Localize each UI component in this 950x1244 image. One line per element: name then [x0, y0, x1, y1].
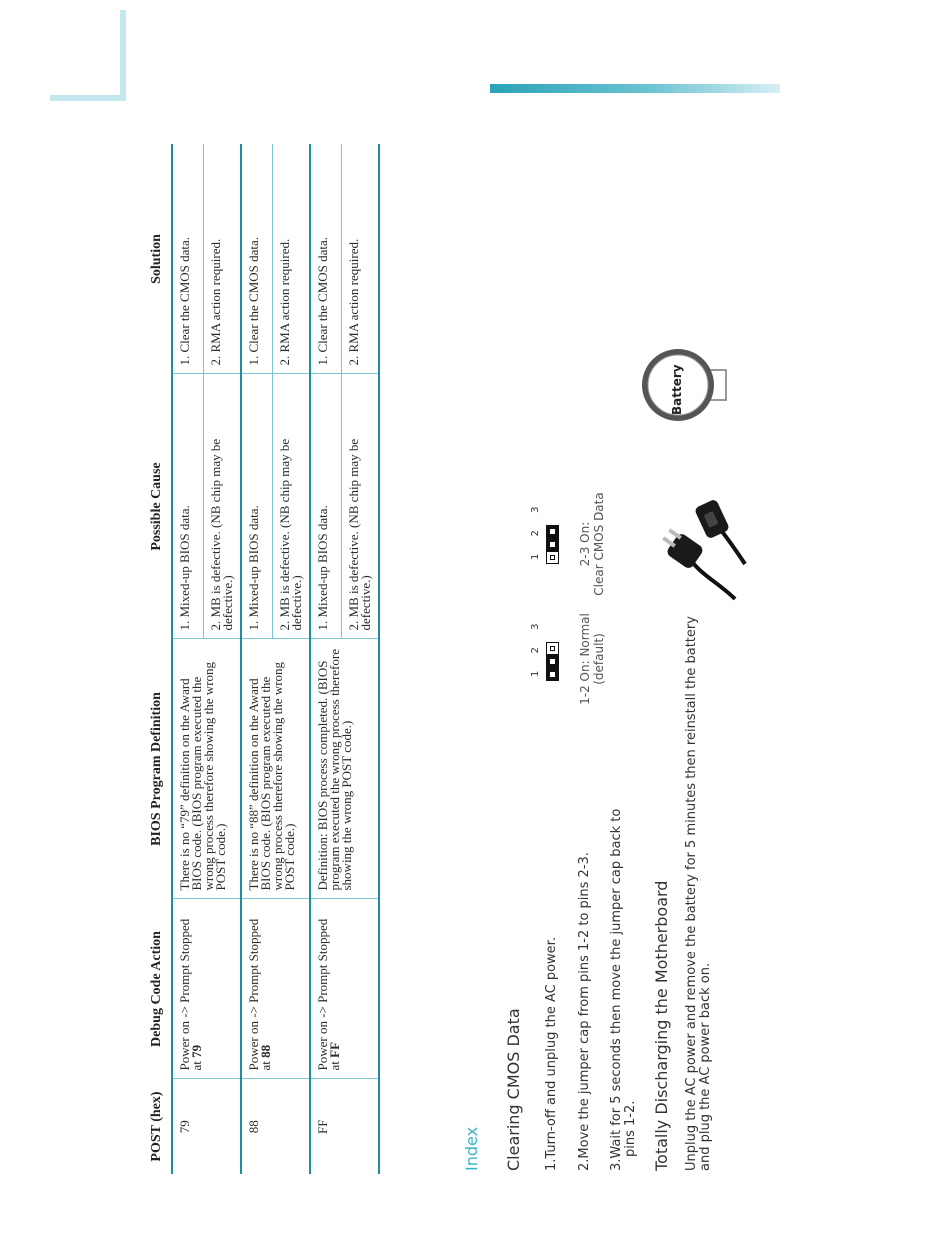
debug-action: [310, 899, 379, 1079]
table-header-row: [143, 144, 172, 1174]
index-label: Index: [462, 1126, 481, 1171]
jumper-pin-1: [546, 668, 559, 681]
action-text: Power on -> Prompt Stopped at: [315, 918, 342, 1071]
jumper-clear-label-line2: Clear CMOS Data: [592, 492, 606, 596]
bios-definition: There is no “79” definition on the Award BIOS code. (BIOS program executed the wrong process therefore showing the wrong POST code.): [172, 639, 241, 899]
jumper-clear: [546, 525, 559, 564]
clearing-step-1: 1.Turn-off and unplug the AC power.: [544, 937, 559, 1171]
debug-action: [241, 899, 310, 1079]
possible-cause: 2. MB is defective. (NB chip may be defective.): [273, 374, 311, 639]
action-code: 88: [258, 1044, 273, 1058]
jumper-normal-label-line1: 1-2 On: Normal: [578, 613, 592, 705]
jumper-normal-pin-numbers: 1 2 3: [530, 616, 541, 677]
bios-definition: There is no “88” definition on the Award BIOS code. (BIOS program executed the wrong process therefore showing the wrong POST code.): [241, 639, 310, 899]
solution: 1. Clear the CMOS data.: [310, 144, 342, 374]
table-row: [310, 144, 342, 1174]
solution: 2. RMA action required.: [273, 144, 311, 374]
clearing-step-3: [610, 809, 638, 1171]
solution: 1. Clear the CMOS data.: [172, 144, 204, 374]
power-plug-icon: [640, 494, 750, 604]
solution: 2. RMA action required.: [342, 144, 380, 374]
solution: 2. RMA action required.: [204, 144, 242, 374]
battery-label: Battery: [670, 364, 684, 415]
post-code: 88: [241, 1079, 310, 1174]
discharging-text: Unplug the AC power and remove the battery for 5 minutes then reinstall the battery and plug the AC power back on.: [684, 616, 713, 1171]
jumper-pin-3: [546, 642, 559, 655]
debug-action: [172, 899, 241, 1079]
jumper-pin-3: [546, 525, 559, 538]
header-post: POST (hex): [143, 1079, 172, 1174]
header-solution: Solution: [143, 144, 172, 374]
header-cause: Possible Cause: [143, 374, 172, 639]
jumper-normal: [546, 642, 559, 681]
solution: 1. Clear the CMOS data.: [241, 144, 273, 374]
clearing-step-2: 2.Move the jumper cap from pins 1-2 to pins 2-3.: [577, 852, 592, 1171]
table-row: [172, 144, 204, 1174]
jumper-clear-pin-numbers: 1 2 3: [530, 499, 541, 560]
possible-cause: 1. Mixed-up BIOS data.: [310, 374, 342, 639]
possible-cause: 2. MB is defective. (NB chip may be defective.): [204, 374, 242, 639]
possible-cause: 1. Mixed-up BIOS data.: [241, 374, 273, 639]
post-code: 79: [172, 1079, 241, 1174]
table-row: [241, 144, 273, 1174]
jumper-pin-2: [546, 655, 559, 668]
jumper-clear-label-line1: 2-3 On:: [578, 521, 592, 567]
possible-cause: 2. MB is defective. (NB chip may be defective.): [342, 374, 380, 639]
jumper-clear-label: [578, 474, 606, 614]
jumper-pin-1: [546, 551, 559, 564]
clearing-step-3-line2: pins 1-2.: [623, 1100, 638, 1157]
clearing-step-3-line1: 3.Wait for 5 seconds then move the jumper cap back to: [609, 808, 624, 1171]
post-code: FF: [310, 1079, 379, 1174]
action-code: 79: [189, 1044, 204, 1058]
jumper-pin-2: [546, 538, 559, 551]
possible-cause: 1. Mixed-up BIOS data.: [172, 374, 204, 639]
clearing-cmos-heading: Clearing CMOS Data: [504, 1008, 523, 1171]
action-code: FF: [327, 1041, 342, 1058]
bios-definition: Definition: BIOS process completed. (BIOS program executed the wrong process therefore showing the wrong POST code.): [310, 639, 379, 899]
action-text: Power on -> Prompt Stopped at: [177, 918, 204, 1071]
header-definition: BIOS Program Definition: [143, 639, 172, 899]
header-action: Debug Code Action: [143, 899, 172, 1079]
action-text: Power on -> Prompt Stopped at: [246, 918, 273, 1071]
jumper-normal-label-line2: (default): [592, 633, 606, 685]
discharging-heading: Totally Discharging the Motherboard: [652, 880, 671, 1171]
post-code-table: [143, 144, 380, 1174]
